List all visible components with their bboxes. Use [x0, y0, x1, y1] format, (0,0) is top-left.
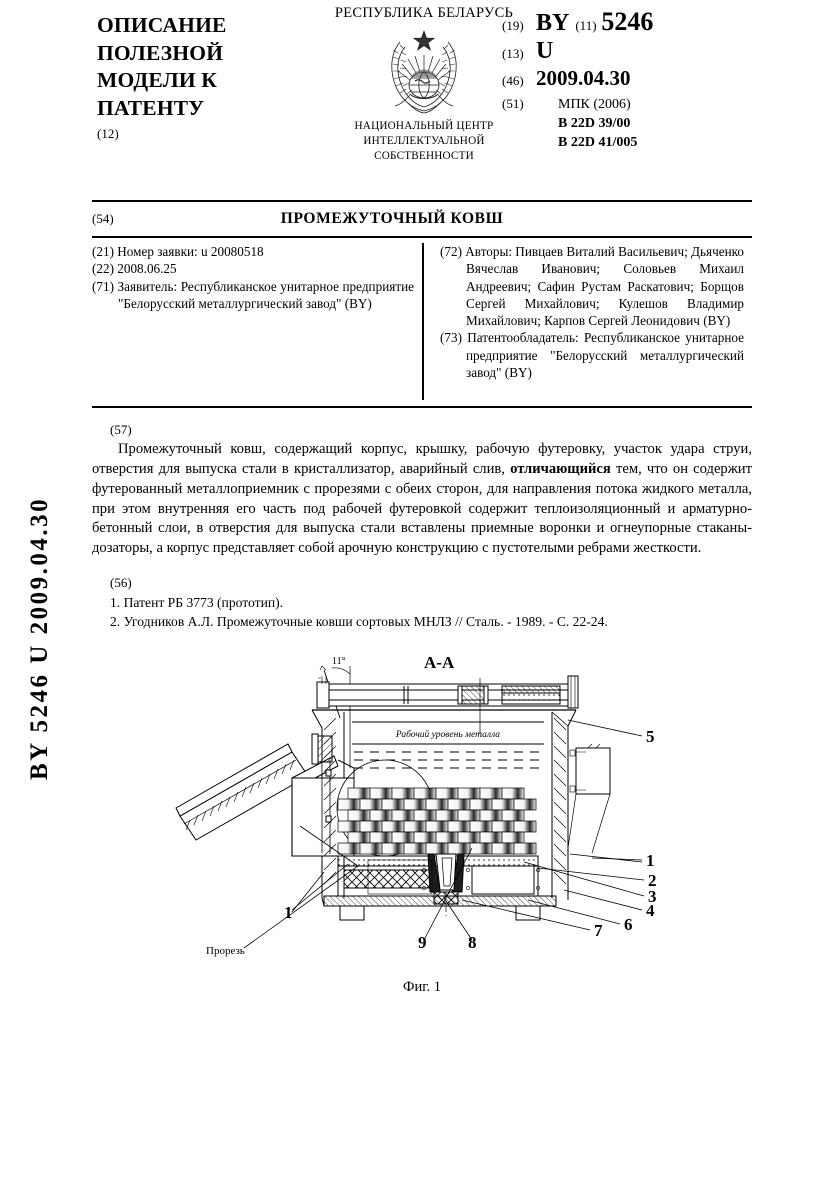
figure-callout-5: 5 [646, 726, 655, 746]
ipc-heading: МПК (2006) [558, 97, 631, 113]
patent-number: 5246 [601, 7, 654, 36]
figure-callout-9: 9 [418, 932, 427, 952]
vertical-running-head: BY 5246 U 2009.04.30 [26, 496, 53, 780]
abstract-part-2: тем, что он содержит футерованный металлоприемник с прорезями с обеих сторон, для направления потока жидкого металла, при этом внутренняя его часть под рабочей футеровкой содержит теплоизоляционный и арматурно-бетонный слои, в отверстия для выпуска стали вставлены приемные воронки и огнеупорные стаканы-дозаторы, а корпус представляет собой арочную конструкцию с пустотелыми ребрами жесткости. [92, 460, 752, 557]
filing-date-text: (22) 2008.06.25 [92, 261, 177, 277]
inid-code-57: (57) [110, 422, 132, 437]
invention-title: ПРОМЕЖУТОЧНЫЙ КОВШ [280, 210, 504, 227]
figure-callout-1-left: 1 [284, 902, 293, 922]
figure-angle-label: 11° [332, 655, 346, 667]
inventors-text: (72) Авторы: Пивцаев Виталий Васильевич; Дьяченко Вячеслав Иванович; Соловьев Михаил Андреевич; Сафин Рустам Раскатович; Борщов Сергей Михайлович; Кулешов Владимир Михайлович; Карпов Сергей Леонидович (BY) [440, 244, 744, 329]
country-name: РЕСПУБЛИКА БЕЛАРУСЬ [334, 5, 514, 21]
figure-caption: Фиг. 1 [402, 978, 442, 995]
applicant [92, 278, 414, 313]
publication-date-row [502, 67, 752, 89]
application-number [92, 243, 414, 260]
figure-callout-3: 3 [648, 886, 657, 906]
abstract-part-1: Промежуточный ковш, содержащий корпус, крышку, рабочую футеровку, участок удара струи, отверстия для выпуска стали в кристаллизатор, аварийный слив, [92, 441, 752, 477]
tundish-cross-section-drawing [172, 648, 672, 968]
inventors [440, 243, 744, 329]
country-code: BY [536, 10, 570, 36]
references-section [92, 559, 752, 632]
application-number-text: (21) Номер заявки: u 20080518 [92, 244, 264, 259]
title-section [92, 202, 752, 236]
abstract-bold-term: отличающийся [510, 460, 611, 477]
figure-callout-1-right: 1 [646, 850, 655, 870]
figure-callout-2: 2 [648, 870, 657, 890]
document-type-title [97, 12, 312, 143]
applicant-text: (71) Заявитель: Республиканское унитарное предприятие "Белорусский металлургический завод" (BY) [92, 278, 414, 311]
assignee [440, 329, 744, 381]
biblio-right-column [422, 243, 752, 400]
inid-code-54: (54) [92, 211, 114, 226]
kind-code-row [502, 39, 752, 64]
patent-page [92, 0, 752, 1188]
inid-code-51: (51) [502, 96, 524, 112]
ipc-class-1: B 22D 39/00 [558, 116, 631, 132]
ipc-row [502, 96, 752, 153]
document-type-title-text: ОПИСАНИЕ ПОЛЕЗНОЙ МОДЕЛИ К ПАТЕНТУ [97, 13, 227, 120]
masthead-right [502, 8, 752, 153]
bibliographic-data [92, 238, 752, 406]
office-name-line-2: ИНТЕЛЛЕКТУАЛЬНОЙ [363, 134, 485, 147]
office-name-line-3: СОБСТВЕННОСТИ [374, 149, 474, 162]
publication-date: 2009.04.30 [536, 66, 631, 91]
inid-code-46: (46) [502, 73, 524, 89]
abstract-section [92, 408, 752, 559]
assignee-text: (73) Патентообладатель: Республиканское унитарное предприятие "Белорусский металлургический завод" (BY) [440, 330, 744, 380]
biblio-left-column [92, 243, 422, 400]
figure-callout-7: 7 [594, 920, 603, 940]
inid-code-12: (12) [97, 126, 119, 142]
figure-1 [92, 648, 752, 998]
figure-callout-8: 8 [468, 932, 477, 952]
office-name-line-1: НАЦИОНАЛЬНЫЙ ЦЕНТР [354, 120, 494, 132]
patent-number-row [502, 8, 752, 36]
inid-code-13: (13) [502, 46, 524, 62]
reference-item-2: 2. Угодников А.Л. Промежуточные ковши сортовых МНЛЗ // Сталь. - 1989. - С. 22-24. [110, 614, 608, 630]
ipc-block [536, 96, 637, 153]
kind-code: U [536, 38, 554, 65]
inid-code-19: (19) [502, 18, 524, 33]
masthead [92, 0, 752, 200]
belarus-coat-of-arms-icon [384, 25, 464, 117]
inid-code-11: (11) [575, 18, 597, 33]
metal-level-label: Рабочий уровень металла [395, 729, 501, 740]
reference-item-1: 1. Патент РБ 3773 (прототип). [110, 595, 284, 611]
figure-callout-6: 6 [624, 914, 633, 934]
abstract-text [92, 440, 752, 559]
figure-section-label: A-A [424, 652, 455, 672]
figure-callout-4: 4 [646, 900, 655, 920]
inid-code-56: (56) [110, 575, 132, 591]
ipc-class-2: B 22D 41/005 [558, 135, 638, 151]
figure-slot-label: Прорезь [206, 944, 245, 957]
filing-date [92, 260, 414, 277]
